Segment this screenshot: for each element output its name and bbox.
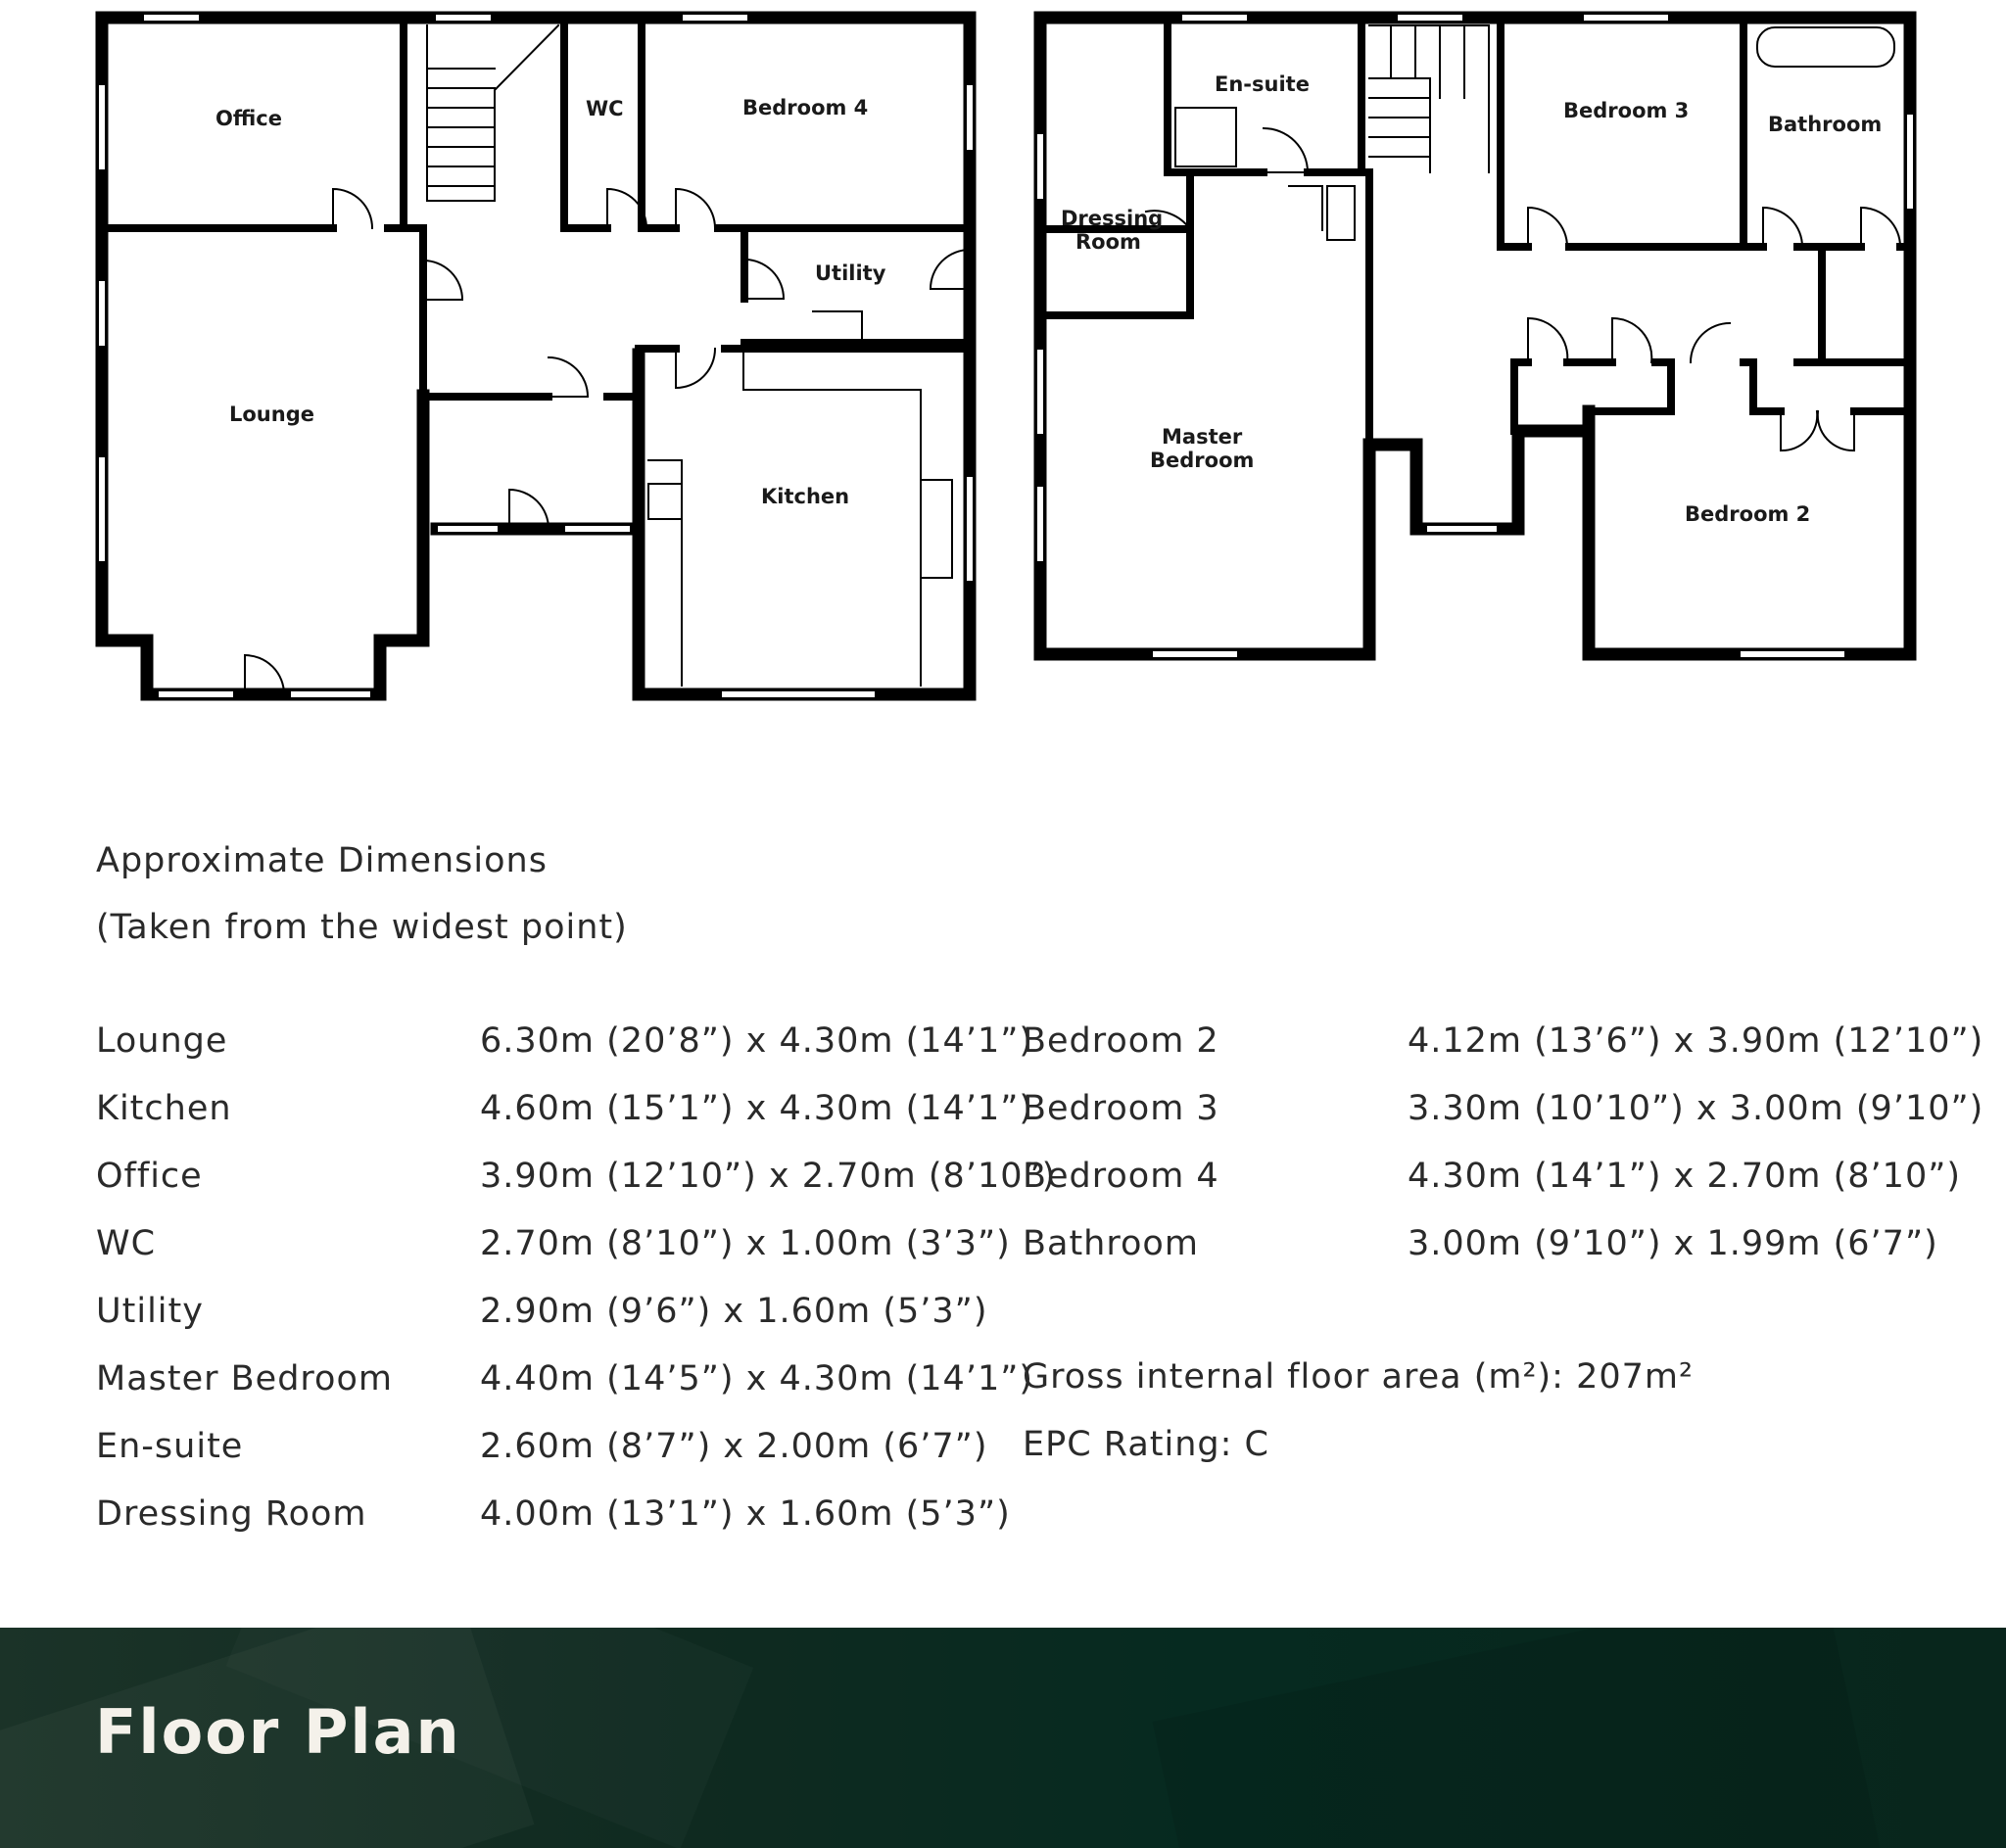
dimension-row: [1023, 1021, 1984, 1089]
room-label-bathroom: Bathroom: [1768, 113, 1883, 136]
dimension-row: [96, 1089, 1034, 1157]
dimension-room: Utility: [96, 1292, 204, 1331]
dimension-size: 2.60m (8’7”) x 2.00m (6’7”): [480, 1427, 988, 1466]
room-label-master-bedroom-line1: Master: [1162, 425, 1243, 449]
room-label-bedroom-4: Bedroom 4: [742, 96, 869, 119]
dimension-row: [1023, 1157, 1962, 1224]
gross-internal-floor-area: Gross internal floor area (m²): 207m²: [1023, 1357, 1695, 1397]
dimension-room: Bedroom 3: [1023, 1089, 1219, 1128]
dimension-row: [96, 1359, 1034, 1427]
footer-title: Floor Plan: [95, 1696, 461, 1768]
epc-rating: EPC Rating: C: [1023, 1425, 1269, 1464]
dimension-row: [96, 1021, 1034, 1089]
dimension-size: 4.60m (15’1”) x 4.30m (14’1”): [480, 1089, 1034, 1128]
dimensions-subheading: (Taken from the widest point): [96, 908, 628, 947]
dimension-room: Kitchen: [96, 1089, 232, 1128]
dimension-room: WC: [96, 1224, 157, 1263]
dimension-room: Bedroom 2: [1023, 1021, 1219, 1061]
dimension-row: [96, 1427, 988, 1494]
dimensions-left-column: [96, 1021, 1057, 1562]
dimension-row: [96, 1292, 988, 1359]
dimension-room: En-suite: [96, 1427, 244, 1466]
footer-decoration: [1152, 1628, 1884, 1848]
dimension-room: Master Bedroom: [96, 1359, 393, 1398]
room-labels: [215, 72, 1882, 526]
room-label-wc: WC: [586, 97, 624, 120]
dimension-size: 2.70m (8’10”) x 1.00m (3’3”): [480, 1224, 1011, 1263]
dimension-row: [96, 1157, 1057, 1224]
room-label-ensuite: En-suite: [1215, 72, 1310, 96]
dimension-row: [1023, 1224, 1938, 1292]
dimension-size: 2.90m (9’6”) x 1.60m (5’3”): [480, 1292, 988, 1331]
dimension-room: Bedroom 4: [1023, 1157, 1219, 1196]
dimension-row: [96, 1494, 1011, 1562]
room-label-utility: Utility: [815, 261, 886, 285]
room-label-kitchen: Kitchen: [761, 485, 850, 508]
dimension-size: 4.40m (14’5”) x 4.30m (14’1”): [480, 1359, 1034, 1398]
dimension-room: Bathroom: [1023, 1224, 1199, 1263]
footer-banner: [0, 1628, 2006, 1848]
dimension-size: 3.90m (12’10”) x 2.70m (8’10”): [480, 1157, 1057, 1196]
room-label-bedroom-2: Bedroom 2: [1685, 502, 1811, 526]
dimensions-right-column: [1023, 1021, 1984, 1292]
floor-plan-drawing: [0, 0, 2006, 744]
dimension-row: [1023, 1089, 1984, 1157]
dimension-room: Dressing Room: [96, 1494, 367, 1534]
room-label-dressing-room-line1: Dressing: [1061, 207, 1164, 230]
dimensions-heading: Approximate Dimensions: [96, 841, 548, 880]
room-label-master-bedroom-line2: Bedroom: [1150, 449, 1255, 472]
dimension-row: [96, 1224, 1011, 1292]
room-label-dressing-room-line2: Room: [1075, 230, 1141, 254]
dimension-size: 4.12m (13’6”) x 3.90m (12’10”): [1408, 1021, 1984, 1061]
dimension-size: 4.30m (14’1”) x 2.70m (8’10”): [1408, 1157, 1962, 1196]
dimension-size: 6.30m (20’8”) x 4.30m (14’1”): [480, 1021, 1034, 1061]
dimension-size: 3.00m (9’10”) x 1.99m (6’7”): [1408, 1224, 1938, 1263]
room-label-office: Office: [215, 107, 282, 130]
dimensions-header: [96, 828, 628, 961]
dimension-room: Lounge: [96, 1021, 228, 1061]
dimension-room: Office: [96, 1157, 203, 1196]
room-label-bedroom-3: Bedroom 3: [1563, 99, 1690, 122]
dimension-size: 4.00m (13’1”) x 1.60m (5’3”): [480, 1494, 1011, 1534]
dimension-size: 3.30m (10’10”) x 3.00m (9’10”): [1408, 1089, 1984, 1128]
room-label-lounge: Lounge: [229, 403, 314, 426]
